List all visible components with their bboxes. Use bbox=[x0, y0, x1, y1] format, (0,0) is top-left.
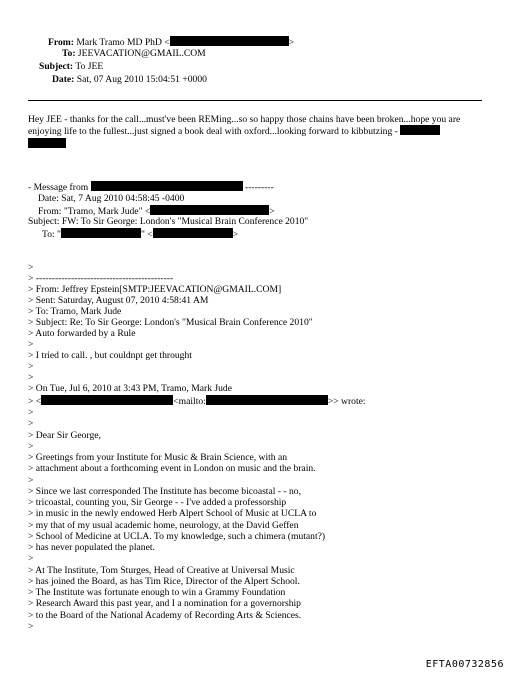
redaction-block bbox=[91, 181, 243, 191]
header-from-row bbox=[48, 36, 294, 48]
quote-line: > bbox=[28, 553, 34, 564]
redaction-block bbox=[150, 205, 269, 215]
quote-line: > The Institute was fortunate enough to win a Grammy Foundation bbox=[28, 587, 286, 598]
quote-line: > Auto forwarded by a Rule bbox=[28, 328, 136, 339]
quote-line: > Subject: Re: To Sir George: London's "Musical Brain Conference 2010" bbox=[28, 317, 313, 328]
quote-line: > bbox=[28, 339, 34, 350]
date-value: Sat, 07 Aug 2010 15:04:51 +0000 bbox=[76, 74, 207, 85]
forward-to: To: " " < > bbox=[42, 229, 239, 240]
quote-line: > bbox=[28, 621, 34, 632]
quote-line: > Greetings from your Institute for Music & Brain Science, with an bbox=[28, 452, 288, 463]
header-subject-row bbox=[39, 61, 103, 72]
quote-line-mailto: > < <mailto: >> wrote: bbox=[28, 396, 366, 407]
forward-from: From: "Tramo, Mark Jude" < > bbox=[38, 206, 275, 217]
forward-date: Date: Sat, 7 Aug 2010 04:58:45 -0400 bbox=[38, 193, 185, 204]
quote-line: > From: Jeffrey Epstein[SMTP:JEEVACATION@GMAIL.COM] bbox=[28, 284, 282, 295]
redaction-block bbox=[41, 395, 173, 405]
subject-value: To JEE bbox=[75, 61, 104, 72]
quote-line: > bbox=[28, 372, 34, 383]
quote-line: > bbox=[28, 475, 34, 486]
quote-line: > in music in the newly endowed Herb Alpert School of Music at UCLA to bbox=[28, 508, 317, 519]
redaction-block bbox=[61, 228, 141, 238]
forward-msg-from: - Message from --------- bbox=[28, 182, 274, 193]
to-label: To: bbox=[62, 48, 76, 59]
quote-line: > tricoastal, counting you, Sir George - - I've added a professorship bbox=[28, 497, 287, 508]
date-label: Date: bbox=[52, 74, 75, 85]
quote-line: > I tried to call. , but couldnpt get throught bbox=[28, 350, 192, 361]
quote-line: > To: Tramo, Mark Jude bbox=[28, 306, 122, 317]
quote-line: > my that of my usual academic home, neurology, at the David Geffen bbox=[28, 520, 299, 531]
quote-line: > bbox=[28, 262, 34, 273]
quote-line: > ------------------------------------------- bbox=[28, 273, 174, 284]
quote-line: > School of Medicine at UCLA. To my knowledge, such a chimera (mutant?) bbox=[28, 531, 326, 542]
quote-line: > Since we last corresponded The Institute has become bicoastal - - no, bbox=[28, 486, 301, 497]
quote-line: > bbox=[28, 407, 34, 418]
redaction-block bbox=[400, 125, 440, 135]
subject-label: Subject: bbox=[39, 61, 74, 72]
forward-subject: Subject: FW: To Sir George: London's "Musical Brain Conference 2010" bbox=[28, 216, 309, 227]
quote-line: > to the Board of the National Academy of Recording Arts & Sciences. bbox=[28, 610, 302, 621]
quote-line: > bbox=[28, 441, 34, 452]
quote-line: > On Tue, Jul 6, 2010 at 3:43 PM, Tramo, Mark Jude bbox=[28, 383, 232, 394]
header-date-row bbox=[52, 74, 207, 85]
document-id: EFTA00732856 bbox=[425, 658, 504, 670]
to-value: JEEVACATION@GMAIL.COM bbox=[77, 48, 206, 59]
body-para1: Hey JEE - thanks for the call...must've been REMing...so so happy those chains have been broken...hope you are enjoying life to the fullest...just signed a book deal with oxford...looking forward to kibbutzing - bbox=[28, 114, 461, 138]
redaction-block bbox=[153, 228, 233, 238]
quote-line: > Research Award this past year, and I a nomination for a governorship bbox=[28, 598, 301, 609]
quote-line: > At The Institute, Tom Sturges, Head of Creative at Universal Music bbox=[28, 565, 295, 576]
from-close: > bbox=[288, 37, 295, 48]
quote-line: > has joined the Board, as has Tim Rice, Director of the Alpert School. bbox=[28, 576, 300, 587]
header-divider bbox=[28, 100, 482, 101]
quote-line: > bbox=[28, 418, 34, 429]
message-body bbox=[28, 114, 484, 150]
quote-line: > has never populated the planet. bbox=[28, 542, 155, 553]
redaction-block bbox=[206, 395, 328, 405]
from-name: Mark Tramo MD PhD < bbox=[76, 37, 170, 48]
redaction-block bbox=[170, 36, 289, 46]
from-label: From: bbox=[48, 37, 74, 48]
header-to-row bbox=[62, 48, 206, 59]
quote-line: > attachment about a forthcoming event in London on music and the brain. bbox=[28, 463, 316, 474]
quote-line: > Sent: Saturday, August 07, 2010 4:58:41 AM bbox=[28, 295, 209, 306]
quote-line: > Dear Sir George, bbox=[28, 430, 101, 441]
quote-line: > bbox=[28, 361, 34, 372]
redaction-block bbox=[28, 138, 66, 148]
